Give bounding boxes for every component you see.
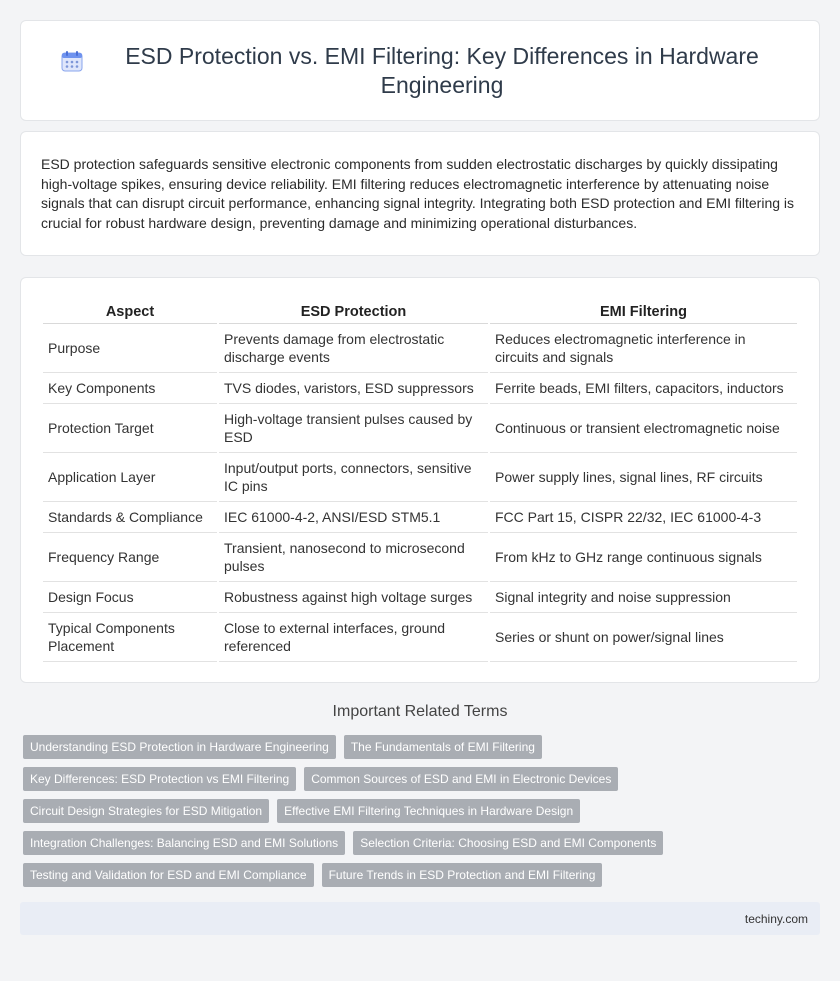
related-term-link[interactable]: The Fundamentals of EMI Filtering — [344, 735, 542, 759]
related-term-link[interactable]: Circuit Design Strategies for ESD Mitigation — [23, 799, 269, 823]
aspect-cell: Key Components — [43, 373, 217, 404]
aspect-cell: Application Layer — [43, 453, 217, 502]
related-term-link[interactable]: Effective EMI Filtering Techniques in Hardware Design — [277, 799, 580, 823]
column-header: Aspect — [43, 298, 217, 324]
emi-cell: From kHz to GHz range continuous signals — [490, 533, 797, 582]
emi-cell: Continuous or transient electromagnetic noise — [490, 404, 797, 453]
table-row — [43, 324, 797, 373]
footer-site-link[interactable]: techiny.com — [744, 911, 808, 926]
emi-cell: Series or shunt on power/signal lines — [490, 613, 797, 662]
table-row — [43, 373, 797, 404]
column-header: EMI Filtering — [490, 298, 797, 324]
emi-cell: Signal integrity and noise suppression — [490, 582, 797, 613]
aspect-cell: Standards & Compliance — [43, 502, 217, 533]
emi-cell: Power supply lines, signal lines, RF circuits — [490, 453, 797, 502]
esd-cell: TVS diodes, varistors, ESD suppressors — [219, 373, 488, 404]
esd-cell: Transient, nanosecond to microsecond pulses — [219, 533, 488, 582]
related-term-link[interactable]: Key Differences: ESD Protection vs EMI Filtering — [23, 767, 296, 791]
header-card — [20, 20, 820, 121]
related-term-link[interactable]: Understanding ESD Protection in Hardware Engineering — [23, 735, 336, 759]
related-term-link[interactable]: Testing and Validation for ESD and EMI Compliance — [23, 863, 314, 887]
table-row — [43, 582, 797, 613]
calendar-icon — [61, 50, 83, 72]
aspect-cell: Frequency Range — [43, 533, 217, 582]
table-header-row — [43, 298, 797, 324]
page-title: ESD Protection vs. EMI Filtering: Key Differences in Hardware Engineering — [125, 42, 759, 98]
comparison-table-card — [20, 277, 820, 683]
emi-cell: Ferrite beads, EMI filters, capacitors, inductors — [490, 373, 797, 404]
related-term-link[interactable]: Future Trends in ESD Protection and EMI Filtering — [322, 863, 603, 887]
aspect-cell: Protection Target — [43, 404, 217, 453]
esd-cell: Input/output ports, connectors, sensitive IC pins — [219, 453, 488, 502]
table-row — [43, 453, 797, 502]
esd-cell: Robustness against high voltage surges — [219, 582, 488, 613]
table-row — [43, 613, 797, 662]
emi-cell: Reduces electromagnetic interference in circuits and signals — [490, 324, 797, 373]
related-term-link[interactable]: Common Sources of ESD and EMI in Electronic Devices — [304, 767, 618, 791]
aspect-cell: Typical Components Placement — [43, 613, 217, 662]
related-terms-section — [20, 703, 820, 887]
related-terms-heading: Important Related Terms — [332, 703, 508, 720]
comparison-table — [41, 298, 799, 662]
aspect-cell: Purpose — [43, 324, 217, 373]
related-term-link[interactable]: Integration Challenges: Balancing ESD and EMI Solutions — [23, 831, 345, 855]
esd-cell: IEC 61000-4-2, ANSI/ESD STM5.1 — [219, 502, 488, 533]
table-row — [43, 533, 797, 582]
intro-text: ESD protection safeguards sensitive electronic components from sudden electrostatic discharges by quickly dissipating high-voltage spikes, ensuring device reliability. EMI filtering reduces electromagnetic interference by attenuating noise signals that can disrupt circuit performance, enhancing signal integrity. Integrating both ESD protection and EMI filtering is crucial for robust hardware design, preventing damage and minimizing operational disturbances. — [41, 156, 795, 231]
footer — [20, 902, 820, 935]
esd-cell: Prevents damage from electrostatic discharge events — [219, 324, 488, 373]
table-row — [43, 404, 797, 453]
related-terms-list — [20, 735, 820, 887]
esd-cell: High-voltage transient pulses caused by ESD — [219, 404, 488, 453]
esd-cell: Close to external interfaces, ground referenced — [219, 613, 488, 662]
intro-card — [20, 131, 820, 256]
table-row — [43, 502, 797, 533]
aspect-cell: Design Focus — [43, 582, 217, 613]
column-header: ESD Protection — [219, 298, 488, 324]
related-term-link[interactable]: Selection Criteria: Choosing ESD and EMI Components — [353, 831, 663, 855]
emi-cell: FCC Part 15, CISPR 22/32, IEC 61000-4-3 — [490, 502, 797, 533]
